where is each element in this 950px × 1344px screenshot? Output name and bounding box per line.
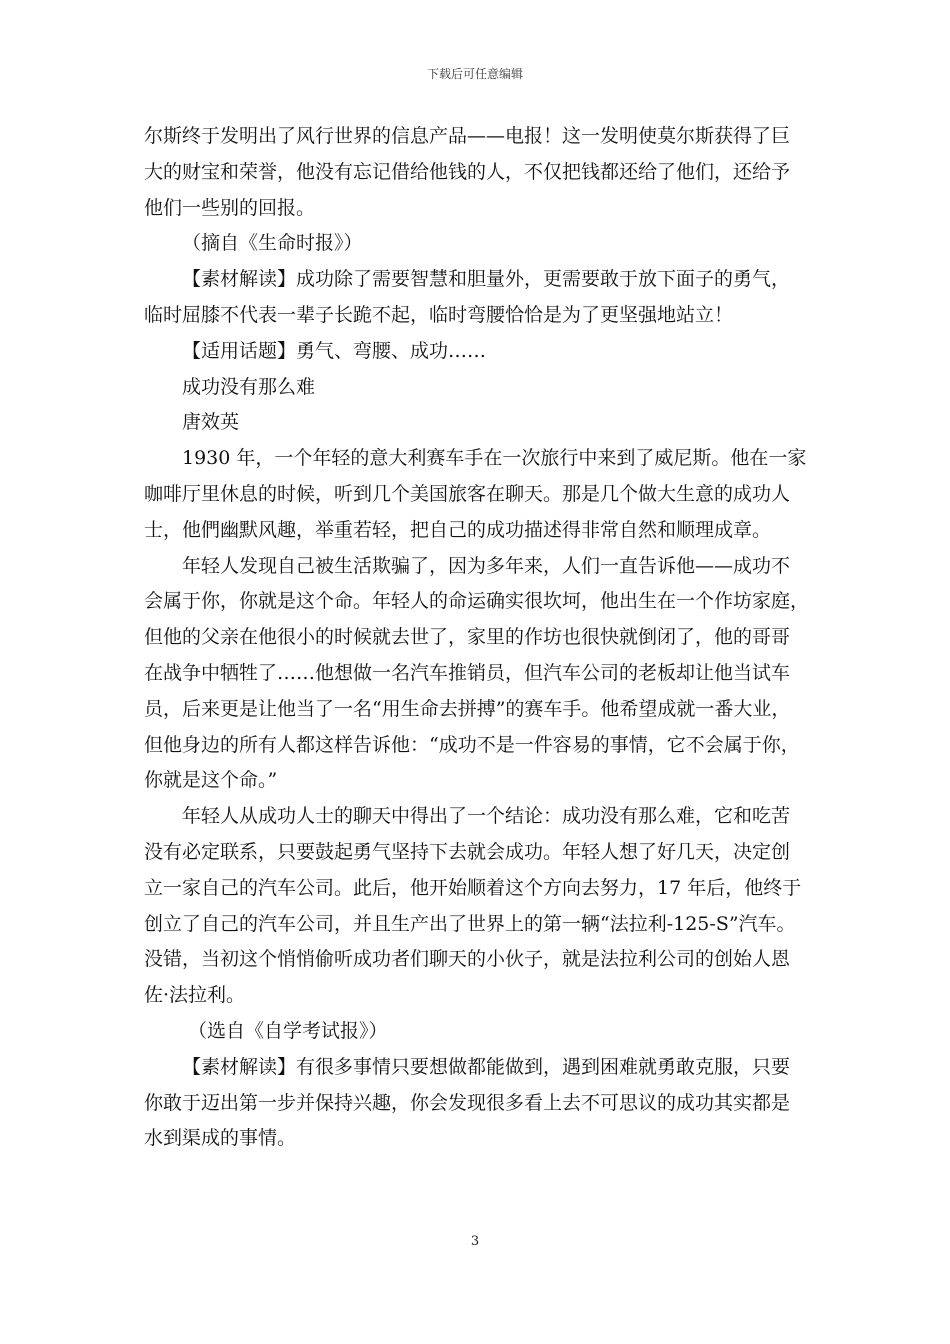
body-line: 士，他們幽默风趣，举重若轻，把自己的成功描述得非常自然和顺理成章。 <box>144 518 772 541</box>
page-number: 3 <box>470 1234 480 1249</box>
body-line: 立一家自己的汽车公司。此后，他开始顺着这个方向去努力，17 年后，他终于 <box>144 876 802 899</box>
document-body <box>144 119 812 1157</box>
body-line: 在战争中牺牲了……他想做一名汽车推销员，但汽车公司的老板却让他当试车 <box>144 661 791 684</box>
paragraph-start: 1930 年，一个年轻的意大利赛车手在一次旅行中来到了威尼斯。他在一家 <box>182 447 807 470</box>
body-line: 尔斯终于发明出了风行世界的信息产品——电报！这一发明使莫尔斯获得了巨 <box>144 125 791 147</box>
body-line: 但他身边的所有人都这样告诉他：“成功不是一件容易的事情，它不会属于你， <box>144 733 800 756</box>
material-interpretation: 【素材解读】成功除了需要智慧和胆量外，更需要敢于放下面子的勇气， <box>182 268 791 291</box>
body-line: 你敢于迈出第一步并保持兴趣，你会发现很多看上去不可思议的成功其实都是 <box>144 1091 791 1114</box>
body-line: 临时屈膝不代表一辈子长跪不起，临时弯腰恰恰是为了更坚强地站立！ <box>144 303 734 326</box>
source-citation: （选自《自学考试报》） <box>188 1019 388 1042</box>
body-line: 水到渠成的事情。 <box>144 1127 297 1150</box>
body-line: 你就是这个命。” <box>144 769 278 792</box>
applicable-topics: 【适用话题】勇气、弯腰、成功…… <box>182 339 487 362</box>
body-line: 没有必定联系，只要鼓起勇气坚持下去就会成功。年轻人想了好几天，决定创 <box>144 840 791 863</box>
body-line: 员，后来更是让他当了一名“用生命去拼搏”的赛车手。他希望成就一番大业， <box>144 697 791 720</box>
article-title: 成功没有那么难 <box>182 375 316 398</box>
body-line: 创立了自己的汽车公司，并且生产出了世界上的第一辆“法拉利-125-S”汽车。 <box>144 912 796 935</box>
body-line: 没错，当初这个悄悄偷听成功者们聊天的小伙子，就是法拉利公司的创始人恩 <box>144 948 791 971</box>
body-line: 咖啡厅里休息的时候，听到几个美国旅客在聊天。那是几个做大生意的成功人 <box>144 482 791 505</box>
source-citation: （摘自《生命时报》） <box>182 232 363 255</box>
body-line: 佐·法拉利。 <box>144 984 246 1007</box>
paragraph-start: 年轻人发现自己被生活欺骗了，因为多年来，人们一直告诉他——成功不 <box>182 554 791 577</box>
page-header: 下载后可任意编辑 <box>426 67 523 81</box>
paragraph-start: 年轻人从成功人士的聊天中得出了一个结论：成功没有那么难，它和吃苦 <box>182 805 791 828</box>
body-line: 会属于你，你就是这个命。年轻人的命运确实很坎坷，他出生在一个作坊家庭， <box>144 590 810 613</box>
article-author: 唐效英 <box>182 411 240 434</box>
body-line: 他们一些别的回报。 <box>144 196 316 219</box>
body-line: 但他的父亲在他很小的时候就去世了，家里的作坊也很快就倒闭了，他的哥哥 <box>144 626 791 649</box>
body-line: 大的财宝和荣誉，他没有忘记借给他钱的人，不仅把钱都还给了他们，还给予 <box>144 160 791 183</box>
material-interpretation: 【素材解读】有很多事情只要想做都能做到，遇到困难就勇敢克服，只要 <box>182 1055 791 1078</box>
